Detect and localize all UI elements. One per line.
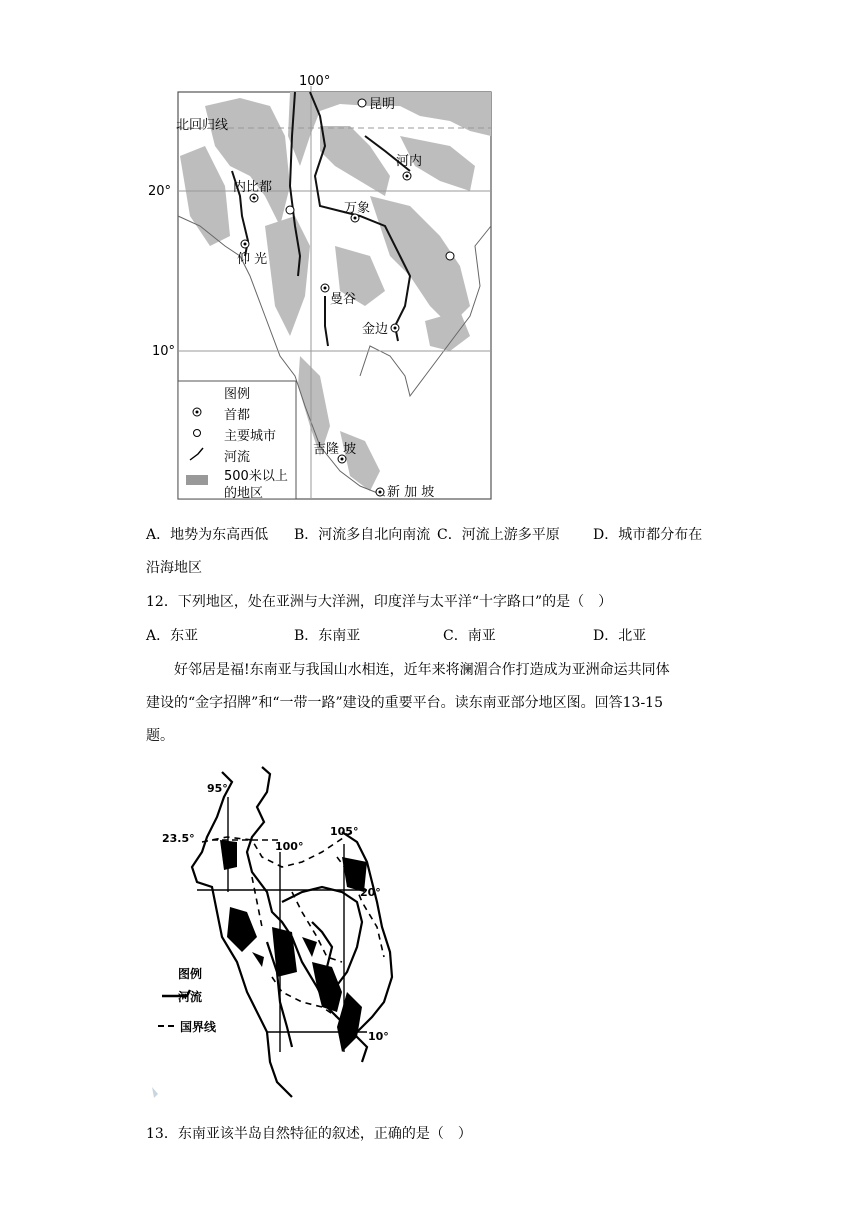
- legend-highland-2: 的地区: [224, 486, 264, 501]
- city-vientiane: 万象: [344, 201, 371, 216]
- map-2-graphic: [152, 762, 402, 1102]
- city-bangkok: 曼谷: [330, 292, 357, 307]
- latitude-20-label: 20°: [148, 184, 172, 199]
- map2-lon-100: 100°: [275, 840, 304, 853]
- legend-highland-1: 500米以上: [224, 469, 288, 484]
- legend-capital: 首都: [224, 408, 251, 423]
- q11-option-b: B．河流多自北向南流: [294, 527, 431, 543]
- longitude-100-label: 100°: [299, 74, 331, 89]
- q12-option-a: A．东亚: [146, 628, 199, 644]
- city-phnompenh: 金边: [362, 322, 389, 337]
- legend-title: 图例: [224, 387, 251, 402]
- legend-city: 主要城市: [224, 429, 277, 444]
- q12-option-b: B．东南亚: [294, 628, 361, 644]
- map2-lat-10: 10°: [368, 1030, 389, 1043]
- q11-option-c: C．河流上游多平原: [437, 527, 560, 543]
- map2-legend-river: 河流: [178, 990, 203, 1004]
- q11-option-d-continued: 沿海地区: [146, 560, 202, 576]
- city-hanoi: 河内: [396, 154, 423, 169]
- map2-lon-105: 105°: [330, 825, 359, 838]
- map2-lat-23-5: 23.5°: [162, 832, 195, 845]
- q11-option-a: A．地势为东高西低: [146, 527, 269, 543]
- intro-line-1: 好邻居是福!东南亚与我国山水相连，近年来将澜湄合作打造成为亚洲命运共同体: [174, 662, 670, 678]
- city-kunming: 昆明: [369, 97, 396, 112]
- intro-line-3: 题。: [146, 728, 174, 744]
- city-yangon: 仰 光: [237, 252, 268, 267]
- q12-option-c: C．南亚: [443, 628, 496, 644]
- map2-legend-border: 国界线: [180, 1020, 217, 1034]
- legend-river: 河流: [224, 450, 251, 465]
- city-naypyidaw: 内比都: [233, 180, 273, 195]
- map-1: [148, 74, 500, 504]
- map2-lat-20: 20°: [360, 886, 381, 899]
- q11-option-d: D．城市都分布在: [593, 527, 703, 543]
- dark-regions: [220, 840, 367, 1052]
- q13-stem: 13．东南亚该半岛自然特征的叙述，正确的是（ ）: [146, 1126, 472, 1142]
- city-singapore: 新 加 坡: [387, 485, 435, 500]
- tropic-label: 北回归线: [176, 118, 229, 133]
- latitude-10-label: 10°: [152, 344, 176, 359]
- city-kualalumpur: 吉隆 坡: [313, 442, 357, 457]
- q12-option-d: D．北亚: [593, 628, 647, 644]
- map2-legend-title: 图例: [178, 967, 203, 981]
- map2-lon-95: 95°: [207, 782, 228, 795]
- map-2: [152, 762, 402, 1102]
- q12-stem: 12．下列地区，处在亚洲与大洋洲，印度洋与太平洋“十字路口”的是（ ）: [146, 594, 613, 610]
- intro-line-2: 建设的“金字招牌”和“一带一路”建设的重要平台。读东南亚部分地区图。回答13-15: [146, 695, 663, 711]
